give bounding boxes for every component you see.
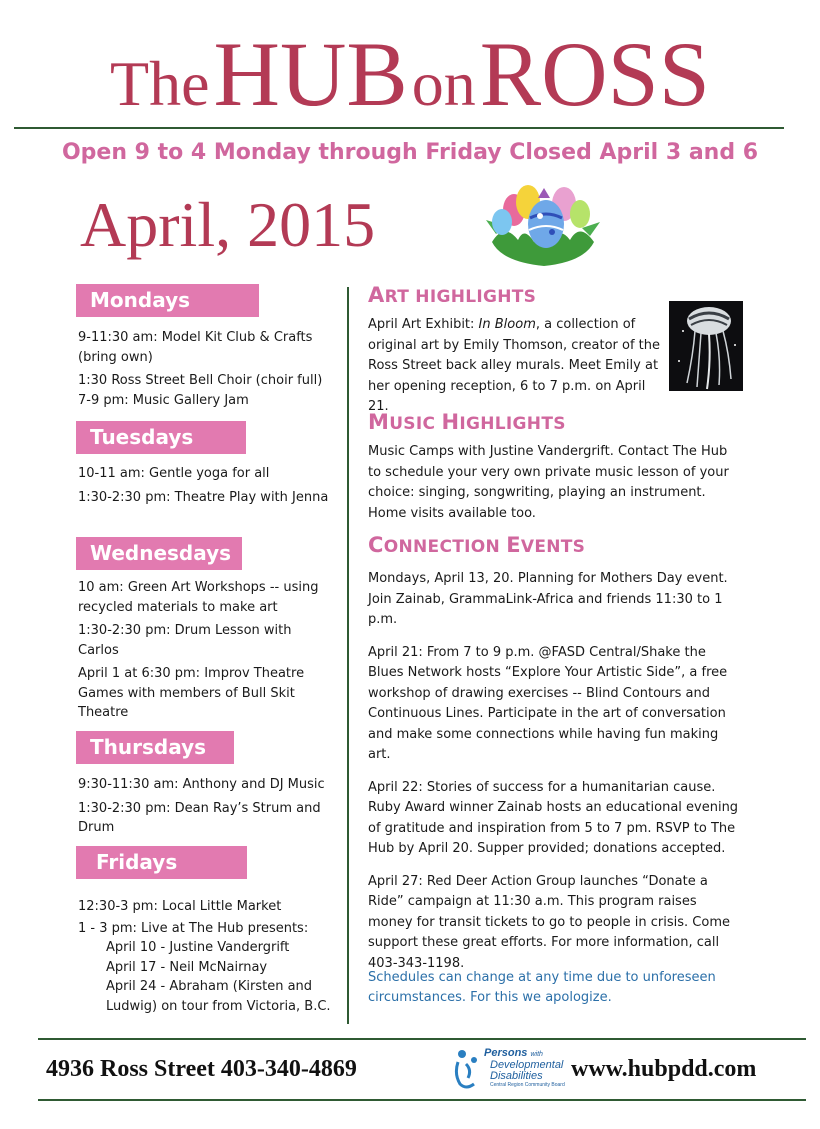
connection-events-title: CONNECTION EVENTS <box>368 533 586 557</box>
jellyfish-art-image <box>669 301 743 391</box>
logo-text-disabilities: Disabilities <box>490 1070 543 1082</box>
list-sub-item: April 10 - Justine Vandergrift <box>106 940 290 955</box>
list-item: April 1 at 6:30 pm: Improv Theatre Games with members of Bull Skit Theatre <box>78 666 305 720</box>
schedule-notice: Schedules can change at any time due to unforeseen circumstances. For this we apologize. <box>368 970 716 1005</box>
list-item: 10-11 am: Gentle yoga for all <box>78 466 270 481</box>
event-paragraph: April 22: Stories of success for a humanitarian cause. Ruby Award winner Zainab hosts an educational evening of gratitude and inspiration from 5 to 7 pm. RSVP to The Hub by April 20. Supper provided; donations accepted. <box>368 779 739 856</box>
tuesdays-list <box>78 464 333 511</box>
pdd-logo <box>452 1046 565 1094</box>
art-highlights-text: April Art Exhibit: In Bloom, a collection of original art by Emily Thomson, creator of the Ross Street back alley murals. Meet Emily at her opening reception, 6 to 7 p.m. on April 21. <box>368 317 660 414</box>
website-link[interactable]: www.hubpdd.com <box>571 1056 757 1082</box>
list-item: 10 am: Green Art Workshops -- using recycled materials to make art <box>78 580 319 615</box>
title-the: The <box>110 48 210 119</box>
pdd-logo-icon <box>452 1048 482 1090</box>
title-rule <box>14 127 784 129</box>
title-on: on <box>411 48 476 119</box>
footer-rule-bottom <box>38 1099 806 1101</box>
list-item: 9:30-11:30 am: Anthony and DJ Music <box>78 777 325 792</box>
logo-text-persons: Persons <box>484 1047 528 1059</box>
thursdays-header: Thursdays <box>76 731 234 764</box>
title-hub: HUB <box>213 23 408 125</box>
connection-events-list <box>368 569 740 986</box>
list-item: 7-9 pm: Music Gallery Jam <box>78 392 249 408</box>
list-item: 1:30 Ross Street Bell Choir (choir full) <box>78 373 323 388</box>
list-item: 9-11:30 am: Model Kit Club & Crafts (bring own) <box>78 330 313 365</box>
art-highlights-title: ART HIGHLIGHTS <box>368 283 537 307</box>
title-ross: ROSS <box>479 23 710 125</box>
easter-eggs-image <box>484 182 602 270</box>
list-item: 1:30-2:30 pm: Theatre Play with Jenna <box>78 489 329 505</box>
music-highlights-text: Music Camps with Justine Vandergrift. Contact The Hub to schedule your very own private music lesson of your choice: singing, songwriting, playing an instrument. Home visits available too. <box>368 444 729 521</box>
month-heading: April, 2015 <box>80 189 376 260</box>
event-paragraph: April 21: From 7 to 9 p.m. @FASD Central/Shake the Blues Network hosts “Explore Your Artistic Side”, a free workshop of drawing exercises -- Blind Contours and Continuous Lines. Participate in the art of conversation and make some connections while having fun making art. <box>368 644 728 762</box>
list-item: 1:30-2:30 pm: Dean Ray’s Strum and Drum <box>78 800 321 835</box>
wednesdays-list <box>78 578 333 727</box>
list-sub-item: April 17 - Neil McNairnay <box>106 959 268 975</box>
list-sub-item: April 24 - Abraham (Kirsten and Ludwig) on tour from Victoria, B.C. <box>106 979 331 1014</box>
list-item: 1 - 3 pm: Live at The Hub presents: <box>78 920 309 936</box>
tuesdays-header: Tuesdays <box>76 421 246 454</box>
music-highlights-title: MUSIC HIGHLIGHTS <box>368 410 566 434</box>
list-item: 1:30-2:30 pm: Drum Lesson with Carlos <box>78 623 292 658</box>
event-paragraph: April 27: Red Deer Action Group launches “Donate a Ride” campaign at 11:30 a.m. This program raises money for transit tickets to go to people in crisis. Come support these great efforts. For more information, call 403-343-1198. <box>368 873 730 971</box>
fridays-header: Fridays <box>76 846 247 879</box>
thursdays-list <box>78 775 333 842</box>
mondays-list <box>78 328 333 414</box>
page-title <box>0 23 820 125</box>
logo-text-board: Central Region Community Board <box>490 1082 565 1088</box>
mondays-header: Mondays <box>76 284 259 317</box>
list-item: 12:30-3 pm: Local Little Market <box>78 899 282 914</box>
event-paragraph: Mondays, April 13, 20. Planning for Mothers Day event. Join Zainab, GrammaLink-Africa and friends 11:30 to 1 p.m. <box>368 571 728 627</box>
address-phone: 4936 Ross Street 403-340-4869 <box>46 1056 357 1082</box>
fridays-list <box>78 897 340 1016</box>
hours-line: Open 9 to 4 Monday through Friday Closed April 3 and 6 <box>61 140 759 165</box>
column-divider <box>347 287 349 1024</box>
logo-text-developmental: Developmental <box>490 1059 564 1071</box>
logo-text-with: with <box>530 1051 543 1058</box>
footer-rule-top <box>38 1038 806 1040</box>
wednesdays-header: Wednesdays <box>76 537 242 570</box>
